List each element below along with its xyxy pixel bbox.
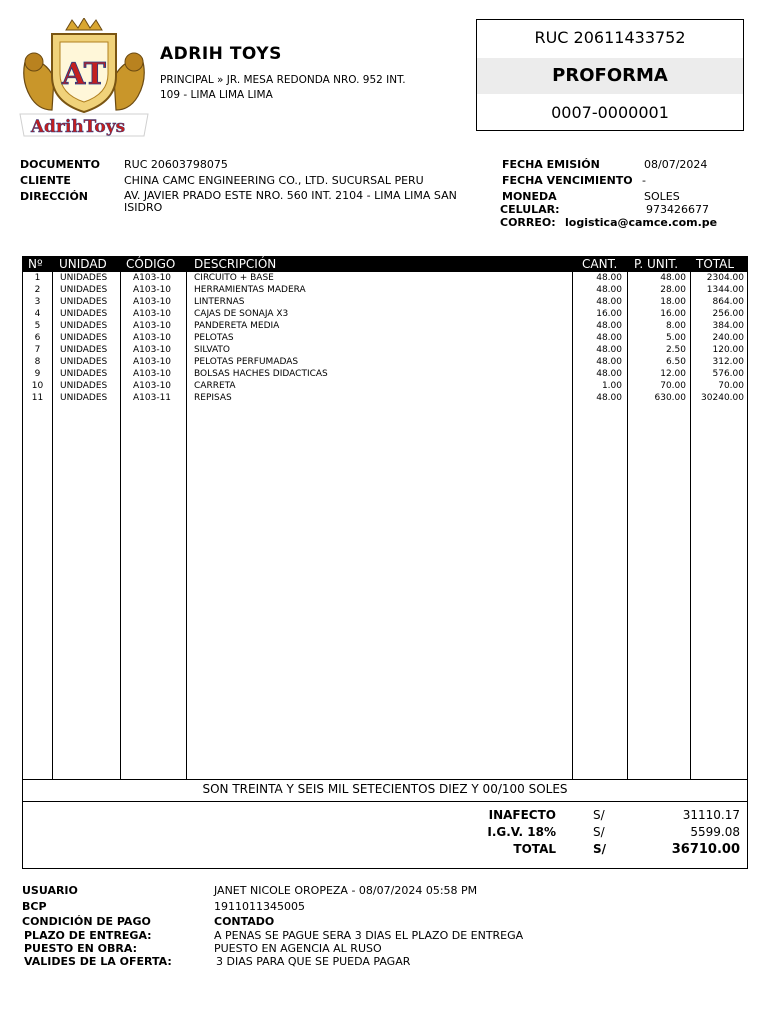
cell-codigo: A103-10: [133, 273, 172, 283]
svg-text:AT: AT: [62, 57, 106, 92]
celular-label: CELULAR:: [500, 203, 560, 216]
validez-oferta-label: VALIDES DE LA OFERTA:: [24, 955, 172, 968]
amount-in-words: SON TREINTA Y SEIS MIL SETECIENTOS DIEZ Y 00/100 SOLES: [202, 782, 568, 796]
cell-n: 4: [34, 309, 41, 319]
table-row: [22, 308, 748, 320]
usuario-label: USUARIO: [22, 884, 78, 897]
usuario-value: JANET NICOLE OROPEZA - 08/07/2024 05:58 PM: [214, 884, 478, 897]
cell-unidad: UNIDADES: [60, 393, 108, 403]
cell-cant: 48.00: [596, 333, 622, 343]
plazo-entrega-value: A PENAS SE PAGUE SERA 3 DIAS EL PLAZO DE ENTREGA: [214, 929, 524, 942]
table-row: [22, 296, 748, 308]
inafecto-value: 31110.17: [682, 808, 740, 822]
cell-total: 576.00: [712, 369, 744, 379]
cell-n: 6: [34, 333, 41, 343]
cell-n: 9: [34, 369, 41, 379]
cell-unidad: UNIDADES: [60, 369, 108, 379]
fecha-emision-value: 08/07/2024: [644, 158, 708, 171]
cell-total: 30240.00: [701, 393, 744, 403]
cell-descripcion: PELOTAS: [194, 333, 234, 343]
cell-unidad: UNIDADES: [60, 285, 108, 295]
cell-codigo: A103-10: [133, 333, 172, 343]
document-id-box: [476, 19, 744, 131]
cell-descripcion: SILVATO: [194, 345, 231, 355]
total-value: 36710.00: [671, 842, 740, 857]
cell-cant: 1.00: [601, 381, 622, 391]
cell-punit: 16.00: [660, 309, 686, 319]
col-header-punit: P. UNIT.: [634, 257, 679, 271]
cell-n: 10: [31, 381, 44, 391]
cell-cant: 48.00: [596, 369, 622, 379]
cell-codigo: A103-10: [133, 345, 172, 355]
cliente-value: CHINA CAMC ENGINEERING CO., LTD. SUCURSAL PERU: [124, 174, 424, 187]
col-header-cant: CANT.: [582, 257, 618, 271]
cell-total: 240.00: [712, 333, 744, 343]
document-number: 0007-0000001: [551, 103, 669, 122]
cell-cant: 48.00: [596, 285, 622, 295]
cell-total: 864.00: [712, 297, 744, 307]
bcp-value: 1911011345005: [214, 900, 305, 913]
direccion-value: [124, 190, 486, 214]
cell-unidad: UNIDADES: [60, 297, 108, 307]
cell-punit: 18.00: [660, 297, 686, 307]
col-header-codigo: CÓDIGO: [126, 257, 176, 271]
cell-n: 3: [34, 297, 41, 307]
cell-total: 384.00: [712, 321, 744, 331]
celular-value: 973426677: [646, 203, 709, 216]
fecha-vencimiento-label: FECHA VENCIMIENTO: [502, 174, 633, 187]
cell-descripcion: PELOTAS PERFUMADAS: [194, 357, 299, 367]
cell-n: 11: [31, 393, 44, 403]
company-address: [160, 73, 450, 103]
inafecto-label: INAFECTO: [488, 808, 556, 822]
puesto-obra-value: PUESTO EN AGENCIA AL RUSO: [214, 942, 382, 955]
cell-cant: 48.00: [596, 273, 622, 283]
cell-unidad: UNIDADES: [60, 357, 108, 367]
cell-cant: 48.00: [596, 357, 622, 367]
cell-punit: 28.00: [660, 285, 686, 295]
cliente-label: CLIENTE: [20, 174, 71, 187]
cell-unidad: UNIDADES: [60, 381, 108, 391]
cell-unidad: UNIDADES: [60, 321, 108, 331]
company-address-line2: 109 - LIMA LIMA LIMA: [160, 89, 273, 101]
documento-label: DOCUMENTO: [20, 158, 101, 171]
divider: [22, 779, 748, 780]
table-row: [22, 272, 748, 284]
cell-punit: 48.00: [660, 273, 686, 283]
table-row: [22, 368, 748, 380]
cell-total: 70.00: [718, 381, 744, 391]
table-row: [22, 356, 748, 368]
company-address-line1: PRINCIPAL » JR. MESA REDONDA NRO. 952 INT.: [160, 74, 406, 86]
cell-codigo: A103-10: [133, 381, 172, 391]
igv-currency: S/: [593, 825, 605, 839]
table-row: [22, 344, 748, 356]
inafecto-currency: S/: [593, 808, 605, 822]
total-currency: S/: [593, 842, 607, 856]
moneda-value: SOLES: [644, 190, 680, 203]
documento-value: RUC 20603798075: [124, 158, 228, 171]
cell-punit: 12.00: [660, 369, 686, 379]
company-logo: [16, 18, 152, 138]
table-header: [22, 256, 748, 272]
cell-codigo: A103-10: [133, 369, 172, 379]
direccion-value-line1: AV. JAVIER PRADO ESTE NRO. 560 INT. 2104 - LIMA LIMA SAN: [124, 189, 457, 202]
document-type: PROFORMA: [477, 58, 743, 94]
cell-descripcion: PANDERETA MEDIA: [194, 321, 280, 331]
cell-total: 120.00: [712, 345, 744, 355]
cell-n: 1: [34, 273, 41, 283]
cell-codigo: A103-11: [133, 393, 172, 403]
cell-n: 7: [34, 345, 41, 355]
divider: [22, 801, 748, 802]
svg-text:AdrihToys: AdrihToys: [30, 117, 126, 137]
cell-punit: 5.00: [665, 333, 686, 343]
cell-total: 2304.00: [706, 273, 744, 283]
col-header-descripcion: DESCRIPCIÓN: [194, 257, 277, 271]
total-label: TOTAL: [513, 842, 556, 856]
validez-oferta-value: 3 DIAS PARA QUE SE PUEDA PAGAR: [216, 955, 411, 968]
fecha-vencimiento-value: -: [642, 174, 646, 187]
puesto-obra-label: PUESTO EN OBRA:: [24, 942, 137, 955]
table-row: [22, 284, 748, 296]
condicion-pago-label: CONDICIÓN DE PAGO: [22, 915, 151, 928]
cell-punit: 630.00: [654, 393, 686, 403]
plazo-entrega-label: PLAZO DE ENTREGA:: [24, 929, 152, 942]
col-header-total: TOTAL: [696, 257, 735, 271]
cell-punit: 70.00: [660, 381, 686, 391]
cell-codigo: A103-10: [133, 285, 172, 295]
cell-n: 8: [34, 357, 41, 367]
cell-descripcion: REPISAS: [194, 393, 232, 403]
cell-descripcion: CAJAS DE SONAJA X3: [194, 309, 289, 319]
company-name: ADRIH TOYS: [160, 44, 282, 64]
cell-punit: 6.50: [665, 357, 686, 367]
table-row: [22, 380, 748, 392]
table-row: [22, 332, 748, 344]
igv-value: 5599.08: [690, 825, 740, 839]
cell-unidad: UNIDADES: [60, 273, 108, 283]
cell-codigo: A103-10: [133, 321, 172, 331]
cell-punit: 2.50: [665, 345, 686, 355]
condicion-pago-value: CONTADO: [214, 915, 275, 928]
direccion-label: DIRECCIÓN: [20, 190, 89, 203]
cell-cant: 16.00: [596, 309, 622, 319]
cell-total: 256.00: [712, 309, 744, 319]
moneda-label: MONEDA: [502, 190, 557, 203]
cell-n: 5: [34, 321, 41, 331]
cell-cant: 48.00: [596, 393, 622, 403]
cell-punit: 8.00: [665, 321, 686, 331]
direccion-value-line2: ISIDRO: [124, 201, 163, 214]
bcp-label: BCP: [22, 900, 47, 913]
col-header-n: Nº: [28, 257, 43, 271]
cell-codigo: A103-10: [133, 297, 172, 307]
cell-total: 1344.00: [706, 285, 744, 295]
cell-unidad: UNIDADES: [60, 333, 108, 343]
cell-total: 312.00: [712, 357, 744, 367]
issuer-ruc: RUC 20611433752: [534, 28, 686, 47]
cell-descripcion: BOLSAS HACHES DIDACTICAS: [194, 369, 328, 379]
cell-cant: 48.00: [596, 297, 622, 307]
correo-label: CORREO:: [500, 216, 556, 229]
col-header-unidad: UNIDAD: [59, 257, 107, 271]
table-row: [22, 392, 748, 404]
cell-codigo: A103-10: [133, 309, 172, 319]
fecha-emision-label: FECHA EMISIÓN: [502, 158, 600, 171]
cell-unidad: UNIDADES: [60, 345, 108, 355]
igv-label: I.G.V. 18%: [487, 825, 556, 839]
cell-descripcion: LINTERNAS: [194, 297, 245, 307]
cell-codigo: A103-10: [133, 357, 172, 367]
cell-cant: 48.00: [596, 321, 622, 331]
logo-emblem-icon: [16, 18, 152, 138]
cell-descripcion: CIRCUITO + BASE: [194, 273, 274, 283]
cell-descripcion: HERRAMIENTAS MADERA: [194, 285, 306, 295]
cell-cant: 48.00: [596, 345, 622, 355]
cell-descripcion: CARRETA: [194, 381, 236, 391]
cell-unidad: UNIDADES: [60, 309, 108, 319]
table-row: [22, 320, 748, 332]
correo-value: logistica@camce.com.pe: [565, 216, 718, 229]
cell-n: 2: [34, 285, 41, 295]
